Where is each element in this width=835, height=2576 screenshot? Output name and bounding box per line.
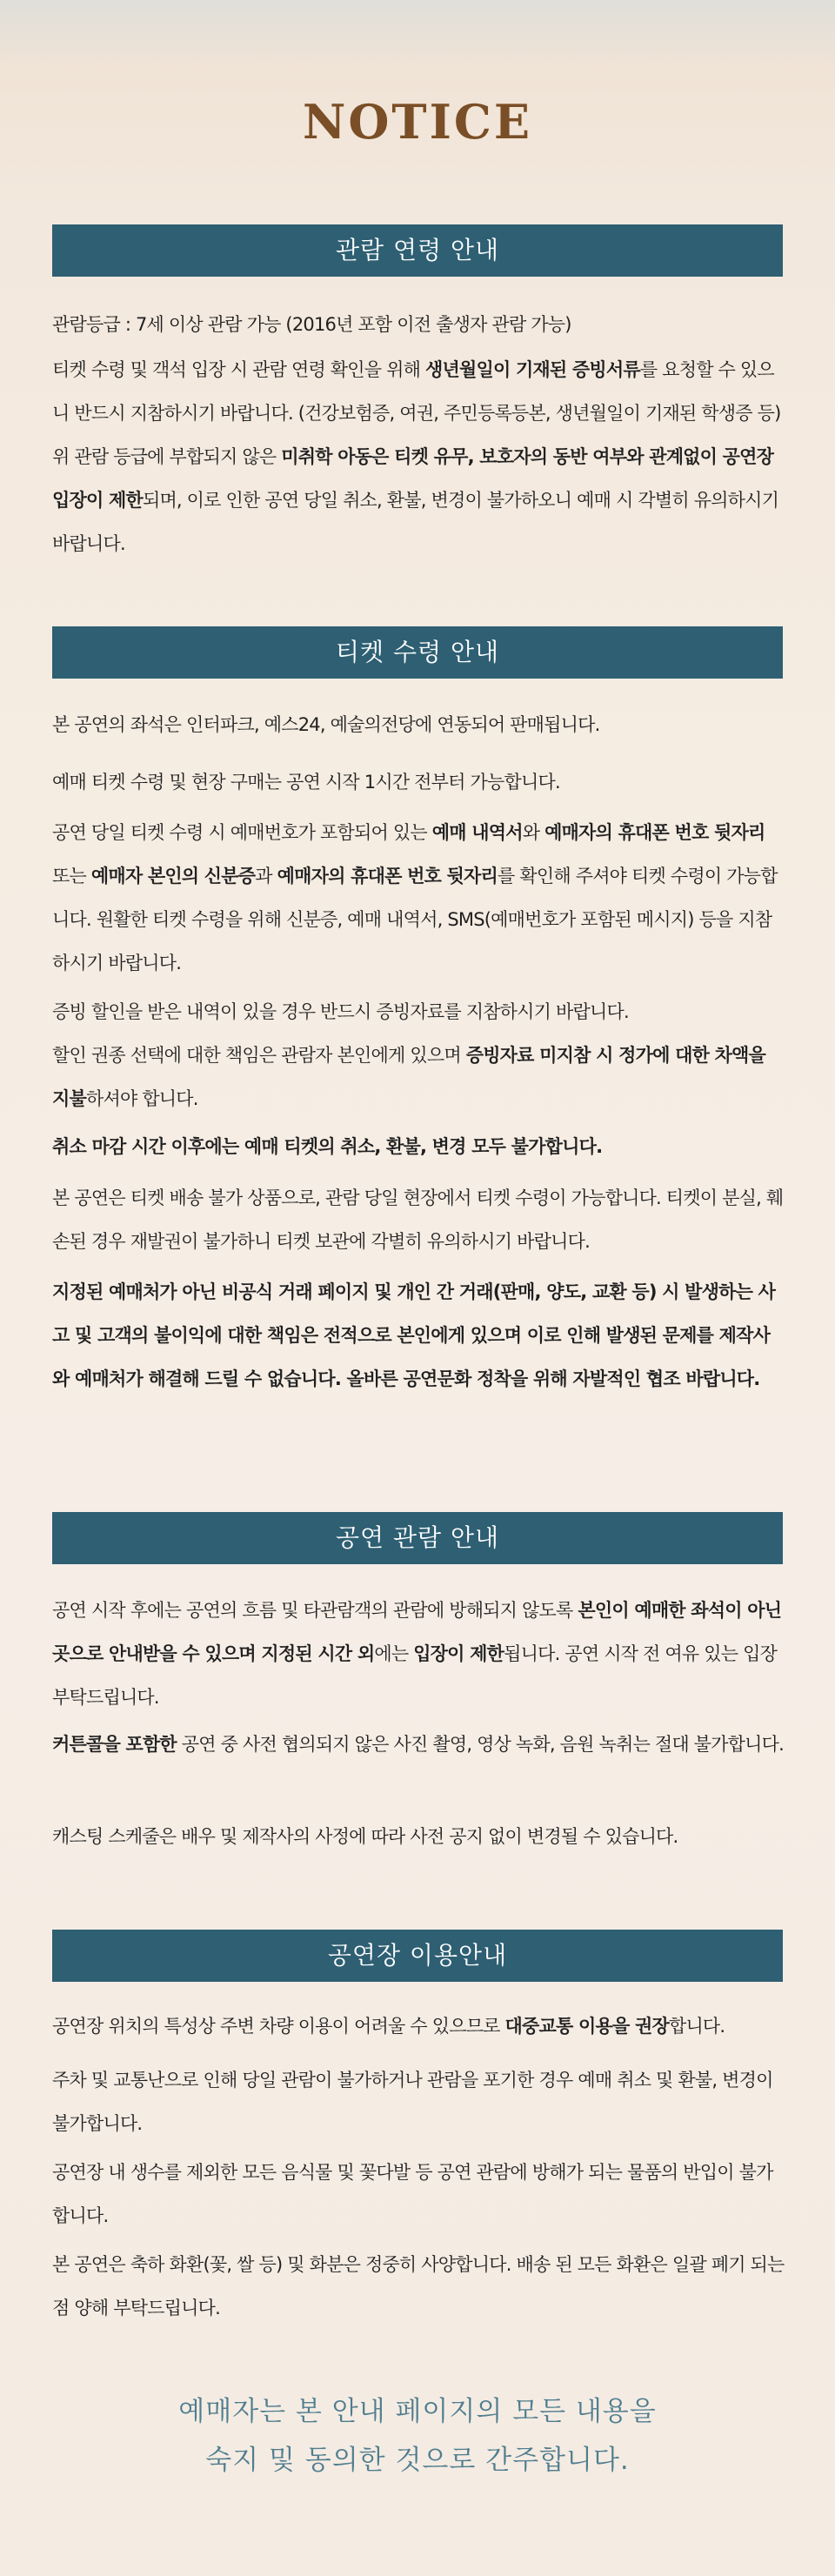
paragraph [52, 303, 785, 346]
paragraph [52, 1125, 785, 1168]
bold-text-run: 커튼콜을 포함한 [52, 1734, 177, 1755]
paragraph [52, 703, 785, 746]
paragraph [52, 1815, 785, 1858]
section-heading-age: 관람 연령 안내 [52, 224, 783, 277]
text-run: 하셔야 합니다. [85, 1088, 198, 1109]
text-run: 본 공연은 티켓 배송 불가 상품으로, 관람 당일 현장에서 티켓 수령이 가능합니다. 티켓이 분실, 훼손된 경우 재발권이 불가하니 티켓 보관에 각별히 유의하시기 바랍니다. [52, 1188, 784, 1252]
paragraph [52, 2058, 785, 2145]
paragraph [52, 2151, 785, 2238]
text-run: 공연 당일 티켓 수령 시 예매번호가 포함되어 있는 [52, 822, 432, 843]
text-run: 증빙 할인을 받은 내역이 있을 경우 반드시 증빙자료를 지참하시기 바랍니다. [52, 1001, 629, 1022]
watercolor-wave-decoration [0, 0, 835, 70]
text-run: 또는 [52, 866, 91, 887]
text-run: 예매 티켓 수령 및 현장 구매는 공연 시작 1시간 전부터 가능합니다. [52, 772, 560, 793]
bold-text-run: 대중교통 이용을 권장 [504, 2016, 669, 2037]
paragraph [52, 1723, 785, 1766]
bold-text-run: 예매자의 휴대폰 번호 뒷자리 [277, 866, 498, 887]
text-run: 를 확인해 주셔야 티켓 수령이 가능합니다. 원활한 티켓 수령을 위해 신분증, 예매 내역서, SMS(예매번호가 포함된 메시지) 등을 지참하시기 바랍니다. [52, 866, 778, 974]
text-run: 를 요청할 수 있으니 반드시 지참하시기 바랍니다. (건강보험증, 여권, 주민등록등본, 생년월일이 기재된 학생증 등) 위 관람 등급에 부합되지 않은 [52, 359, 781, 467]
text-run: 되며, 이로 인한 공연 당일 취소, 환불, 변경이 불가하오니 예매 시 각별히 유의하시기 바랍니다. [52, 490, 779, 554]
text-run: 캐스팅 스케줄은 배우 및 제작사의 사정에 따라 사전 공지 없이 변경될 수 있습니다. [52, 1826, 678, 1847]
paragraph [52, 990, 785, 1121]
section-heading-ticket: 티켓 수령 안내 [52, 626, 783, 679]
text-run: 과 [255, 866, 277, 887]
bold-text-run: 예매자의 휴대폰 번호 뒷자리 [544, 822, 765, 843]
text-run: 주차 및 교통난으로 인해 당일 관람이 불가하거나 관람을 포기한 경우 예매 취소 및 환불, 변경이 불가합니다. [52, 2070, 773, 2134]
text-run: 관람등급 : 7세 이상 관람 가능 (2016년 포함 이전 출생자 관람 가능) [52, 314, 571, 335]
page-title: NOTICE [303, 94, 532, 150]
text-run: 와 [522, 822, 545, 843]
bold-text-run: 지정된 예매처가 아닌 비공식 거래 페이지 및 개인 간 거래(판매, 양도, 교환 등) 시 발생하는 사고 및 고객의 불이익에 대한 책임은 전적으로 본인에게 있으며 이로 인해 발생된 문제를 제작사와 예매처가 해결해 드릴 수 없습니다. 올바른 공연문화 정착을 위해 자발적인 협조 바랍니다. [52, 1281, 776, 1389]
closing-line-2: 숙지 및 동의한 것으로 간주합니다. [205, 2445, 630, 2476]
paragraph [52, 811, 785, 985]
text-run: 공연장 위치의 특성상 주변 차량 이용이 어려울 수 있으므로 [52, 2016, 505, 2037]
text-run: 본 공연은 축하 화환(꽃, 쌀 등) 및 화분은 정중히 사양합니다. 배송 된 모든 화환은 일괄 폐기 되는 점 양해 부탁드립니다. [52, 2254, 785, 2318]
text-run: 에는 [374, 1643, 414, 1664]
bold-text-run: 생년월일이 기재된 증빙서류 [425, 359, 640, 380]
bold-text-run: 취소 마감 시간 이후에는 예매 티켓의 취소, 환불, 변경 모두 불가합니다. [52, 1136, 603, 1157]
text-run: 공연 시작 후에는 공연의 흐름 및 타관람객의 관람에 방해되지 않도록 [52, 1600, 578, 1621]
bold-text-run: 증빙자료 미지참 시 정가에 대한 차액을 지불 [52, 1045, 766, 1109]
text-run: 됩니다. 공연 시작 전 여유 있는 입장 부탁드립니다. [52, 1643, 778, 1708]
text-run: 티켓 수령 및 객석 입장 시 관람 연령 확인을 위해 [52, 359, 425, 380]
paragraph [52, 1176, 785, 1263]
section-heading-venue: 공연장 이용안내 [52, 1930, 783, 1982]
text-run: 공연 중 사전 협의되지 않은 사진 촬영, 영상 녹화, 음원 녹취는 절대 불가합니다. [176, 1734, 784, 1755]
text-run: 할인 권종 선택에 대한 책임은 관람자 본인에게 있으며 [52, 1045, 466, 1066]
bold-text-run: 본인이 예매한 좌석이 아닌 곳으로 안내받을 수 있으며 지정된 시간 외 [52, 1600, 782, 1664]
closing-line-1: 예매자는 본 안내 페이지의 모든 내용을 [178, 2396, 657, 2427]
paragraph [52, 2004, 785, 2048]
paragraph [52, 348, 785, 565]
bold-text-run: 예매자 본인의 신분증 [90, 866, 256, 887]
text-run: 합니다. [668, 2016, 725, 2037]
bold-text-run: 예매 내역서 [431, 822, 523, 843]
paragraph [52, 2243, 785, 2330]
bold-text-run: 미취학 아동은 티켓 유무, 보호자의 동반 여부와 관계없이 공연장 입장이 제한 [52, 446, 774, 511]
section-heading-performance: 공연 관람 안내 [52, 1512, 783, 1564]
paragraph [52, 1589, 785, 1719]
bold-text-run: 입장이 제한 [413, 1643, 504, 1664]
paragraph [52, 1270, 785, 1401]
paragraph [52, 760, 785, 804]
text-run: 공연장 내 생수를 제외한 모든 음식물 및 꽃다발 등 공연 관람에 방해가 되는 물품의 반입이 불가합니다. [52, 2162, 773, 2226]
text-run: 본 공연의 좌석은 인터파크, 예스24, 예술의전당에 연동되어 판매됩니다. [52, 714, 600, 735]
